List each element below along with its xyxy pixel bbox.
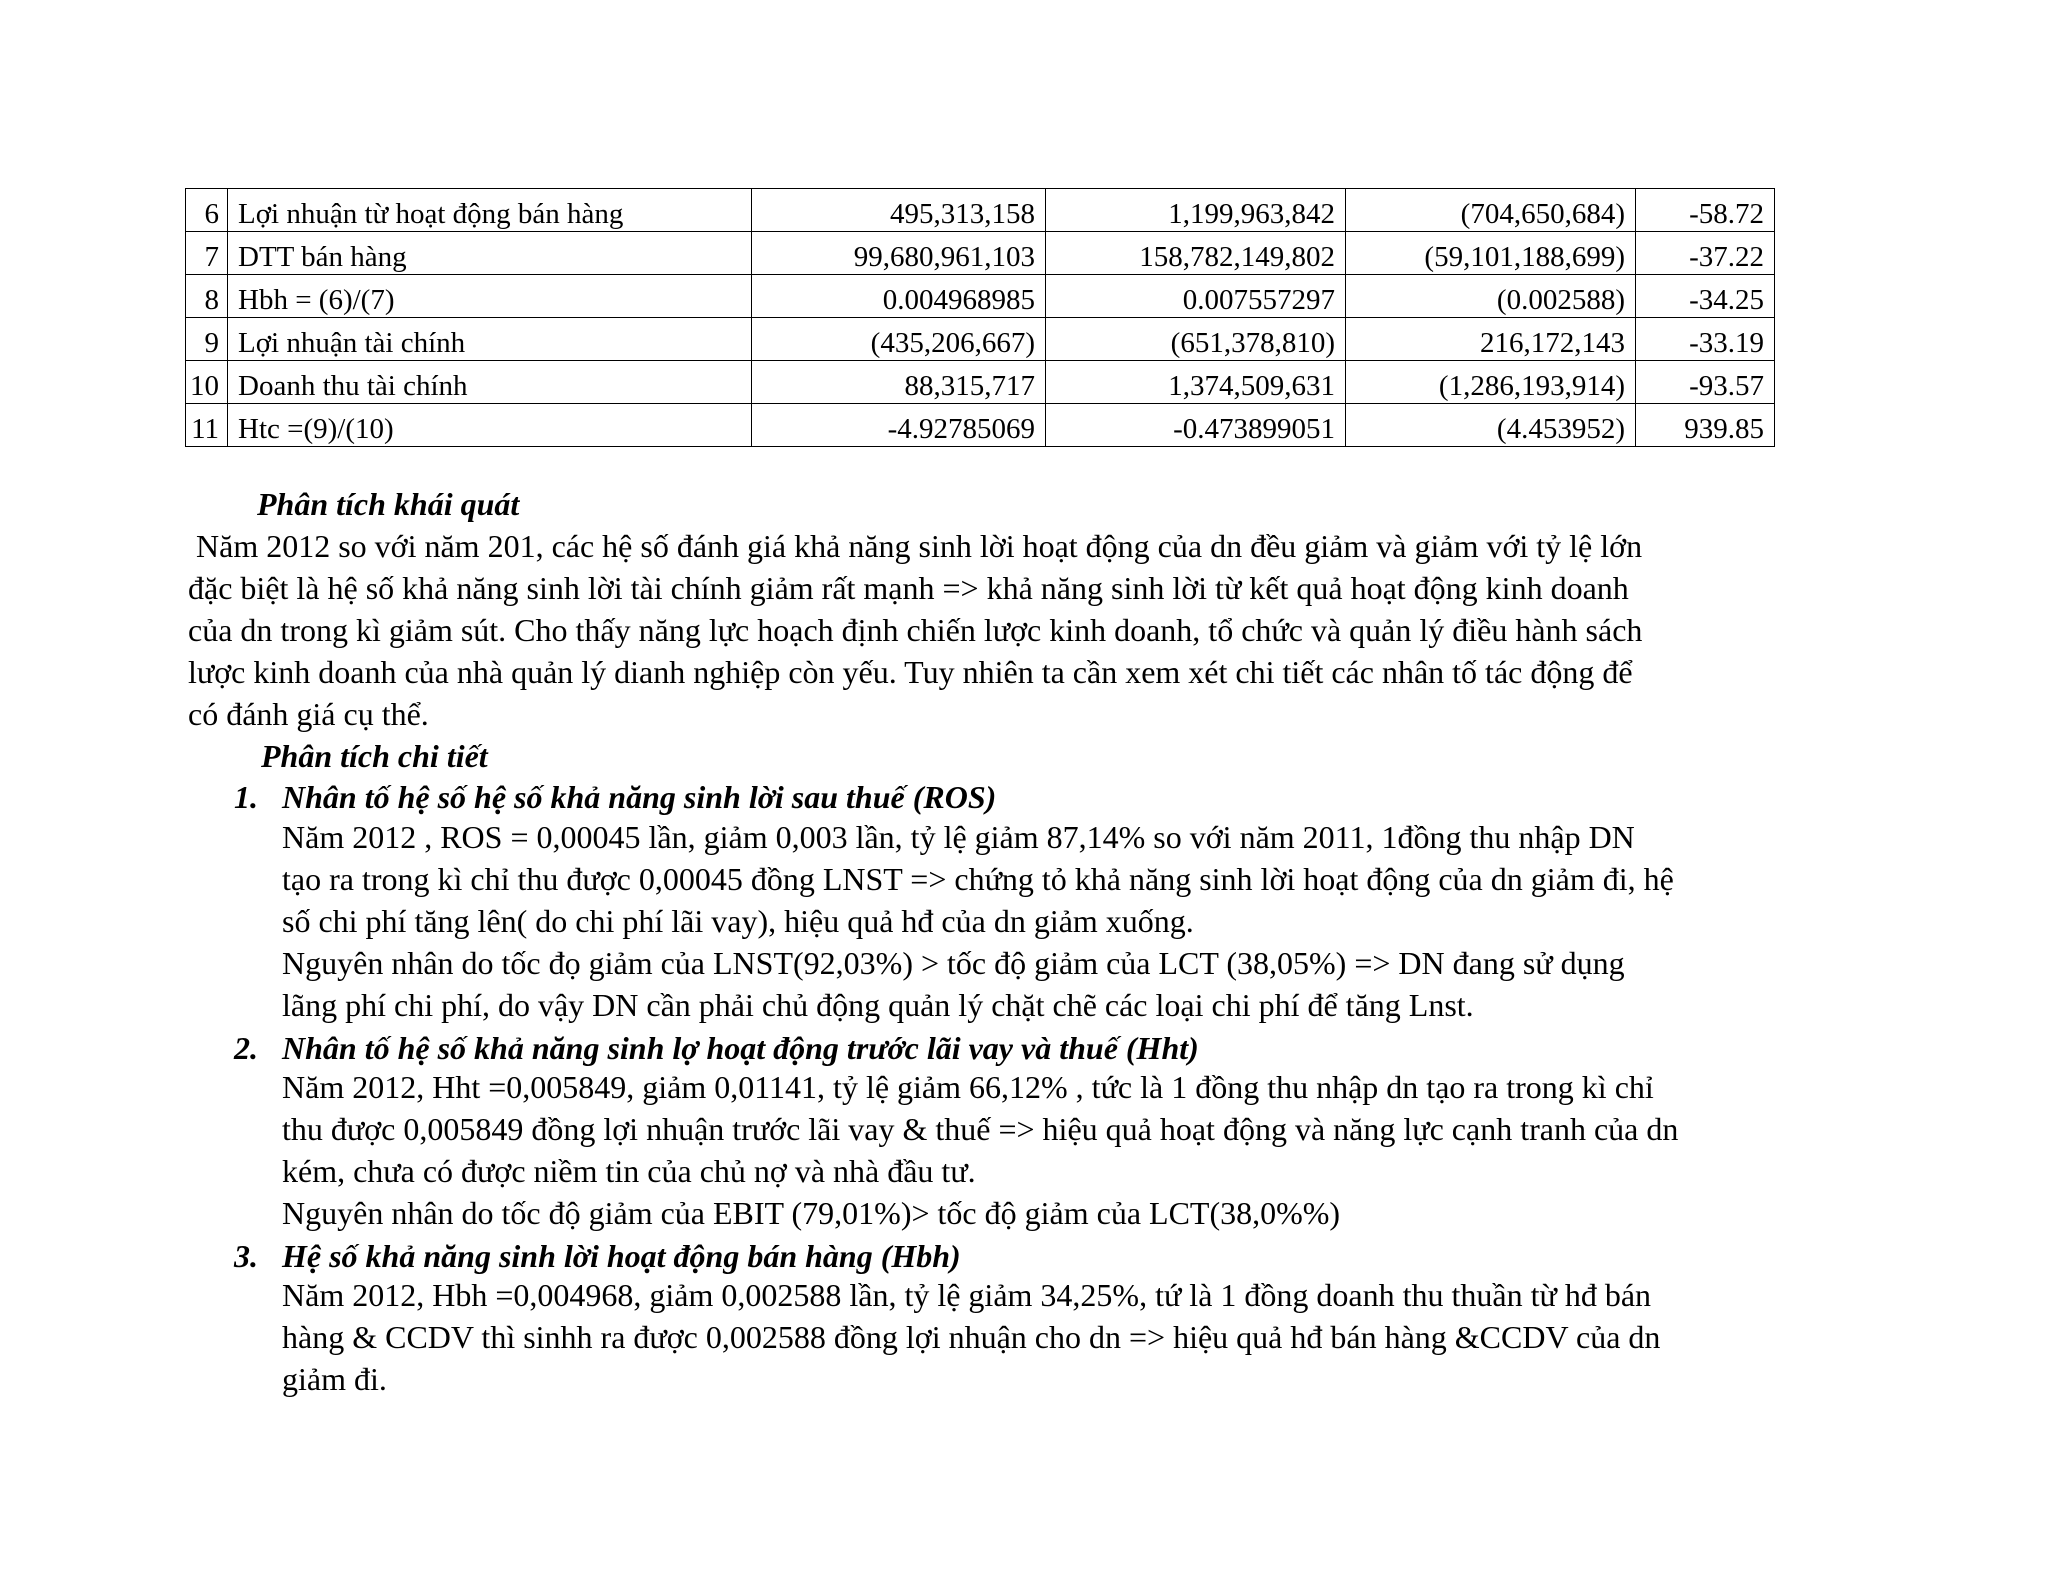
value-difference: (0.002588) — [1346, 275, 1636, 318]
paragraph-line: của dn trong kì giảm sút. Cho thấy năng lực hoạch định chiến lược kinh doanh, tổ chức và quản lý điều hành sách — [188, 612, 1643, 648]
row-number: 10 — [186, 361, 228, 404]
financial-ratio-table — [185, 188, 1775, 447]
detail-item-1-text — [282, 816, 1674, 1026]
overview-heading: Phân tích khái quát — [257, 486, 520, 522]
table-row — [186, 189, 1775, 232]
value-2011: 0.007557297 — [1046, 275, 1346, 318]
value-percent: -34.25 — [1636, 275, 1775, 318]
value-2012: (435,206,667) — [752, 318, 1046, 361]
paragraph-line: Năm 2012 so với năm 201, các hệ số đánh giá khả năng sinh lời hoạt động của dn đều giảm và giảm với tỷ lệ lớn — [188, 528, 1643, 564]
paragraph-line: có đánh giá cụ thể. — [188, 696, 429, 732]
table-row — [186, 275, 1775, 318]
value-2012: 0.004968985 — [752, 275, 1046, 318]
detail-item-3-text — [282, 1274, 1660, 1400]
paragraph-line: Nguyên nhân do tốc độ giảm của EBIT (79,01%)> tốc độ giảm của LCT(38,0%%) — [282, 1195, 1341, 1231]
paragraph-line: Năm 2012 , ROS = 0,00045 lần, giảm 0,003 lần, tỷ lệ giảm 87,14% so với năm 2011, 1đồng thu nhập DN — [282, 819, 1635, 855]
item-title: Nhân tố hệ số hệ số khả năng sinh lời sau thuế (ROS) — [282, 779, 997, 815]
value-2011: (651,378,810) — [1046, 318, 1346, 361]
detail-item-1-title — [234, 781, 996, 813]
value-2012: 88,315,717 — [752, 361, 1046, 404]
value-percent: 939.85 — [1636, 404, 1775, 447]
value-difference: (1,286,193,914) — [1346, 361, 1636, 404]
row-label: Htc =(9)/(10) — [228, 404, 752, 447]
value-2011: -0.473899051 — [1046, 404, 1346, 447]
row-number: 7 — [186, 232, 228, 275]
value-2012: -4.92785069 — [752, 404, 1046, 447]
table-row — [186, 232, 1775, 275]
value-difference: (704,650,684) — [1346, 189, 1636, 232]
value-percent: -93.57 — [1636, 361, 1775, 404]
paragraph-line: giảm đi. — [282, 1361, 387, 1397]
row-number: 8 — [186, 275, 228, 318]
paragraph-line: Nguyên nhân do tốc đọ giảm của LNST(92,03%) > tốc độ giảm của LCT (38,05%) => DN đang sử dụng — [282, 945, 1625, 981]
row-label: DTT bán hàng — [228, 232, 752, 275]
row-label: Lợi nhuận từ hoạt động bán hàng — [228, 189, 752, 232]
item-number: 2. — [234, 1030, 258, 1066]
item-number: 3. — [234, 1238, 258, 1274]
paragraph-line: kém, chưa có được niềm tin của chủ nợ và nhà đầu tư. — [282, 1153, 976, 1189]
paragraph-line: Năm 2012, Hbh =0,004968, giảm 0,002588 lần, tỷ lệ giảm 34,25%, tứ là 1 đồng doanh thu thuần từ hđ bán — [282, 1277, 1652, 1313]
item-title: Hệ số khả năng sinh lời hoạt động bán hàng (Hbh) — [282, 1238, 961, 1274]
paragraph-line: đặc biệt là hệ số khả năng sinh lời tài chính giảm rất mạnh => khả năng sinh lời từ kết quả hoạt động kinh doanh — [188, 570, 1629, 606]
value-difference: 216,172,143 — [1346, 318, 1636, 361]
detail-item-3-title — [234, 1240, 961, 1272]
table-row — [186, 361, 1775, 404]
row-number: 6 — [186, 189, 228, 232]
item-number: 1. — [234, 779, 258, 815]
value-2011: 1,374,509,631 — [1046, 361, 1346, 404]
row-number: 9 — [186, 318, 228, 361]
row-number: 11 — [186, 404, 228, 447]
value-2011: 1,199,963,842 — [1046, 189, 1346, 232]
paragraph-line: số chi phí tăng lên( do chi phí lãi vay), hiệu quả hđ của dn giảm xuống. — [282, 903, 1194, 939]
paragraph-line: thu được 0,005849 đồng lợi nhuận trước lãi vay & thuế => hiệu quả hoạt động và năng lực cạnh tranh của dn — [282, 1111, 1679, 1147]
item-title: Nhân tố hệ số khả năng sinh lợ hoạt động trước lãi vay và thuế (Hht) — [282, 1030, 1199, 1066]
value-percent: -37.22 — [1636, 232, 1775, 275]
row-label: Doanh thu tài chính — [228, 361, 752, 404]
row-label: Hbh = (6)/(7) — [228, 275, 752, 318]
paragraph-line: hàng & CCDV thì sinhh ra được 0,002588 đồng lợi nhuận cho dn => hiệu quả hđ bán hàng &CCDV của dn — [282, 1319, 1661, 1355]
paragraph-line: Năm 2012, Hht =0,005849, giảm 0,01141, tỷ lệ giảm 66,12% , tức là 1 đồng thu nhập dn tạo ra trong kì chỉ — [282, 1069, 1654, 1105]
value-percent: -33.19 — [1636, 318, 1775, 361]
value-2012: 495,313,158 — [752, 189, 1046, 232]
detail-item-2-text — [282, 1066, 1678, 1234]
value-difference: (59,101,188,699) — [1346, 232, 1636, 275]
value-2012: 99,680,961,103 — [752, 232, 1046, 275]
overview-paragraph — [188, 525, 1642, 735]
detail-item-2-title — [234, 1032, 1199, 1064]
paragraph-line: tạo ra trong kì chỉ thu được 0,00045 đồng LNST => chứng tỏ khả năng sinh lời hoạt động của dn giảm đi, hệ — [282, 861, 1674, 897]
table-row — [186, 318, 1775, 361]
detail-heading: Phân tích chi tiết — [261, 738, 488, 774]
value-difference: (4.453952) — [1346, 404, 1636, 447]
value-percent: -58.72 — [1636, 189, 1775, 232]
row-label: Lợi nhuận tài chính — [228, 318, 752, 361]
paragraph-line: lược kinh doanh của nhà quản lý dianh nghiệp còn yếu. Tuy nhiên ta cần xem xét chi tiết các nhân tố tác động để — [188, 654, 1633, 690]
paragraph-line: lãng phí chi phí, do vậy DN cần phải chủ động quản lý chặt chẽ các loại chi phí để tăng Lnst. — [282, 987, 1474, 1023]
table-row — [186, 404, 1775, 447]
value-2011: 158,782,149,802 — [1046, 232, 1346, 275]
